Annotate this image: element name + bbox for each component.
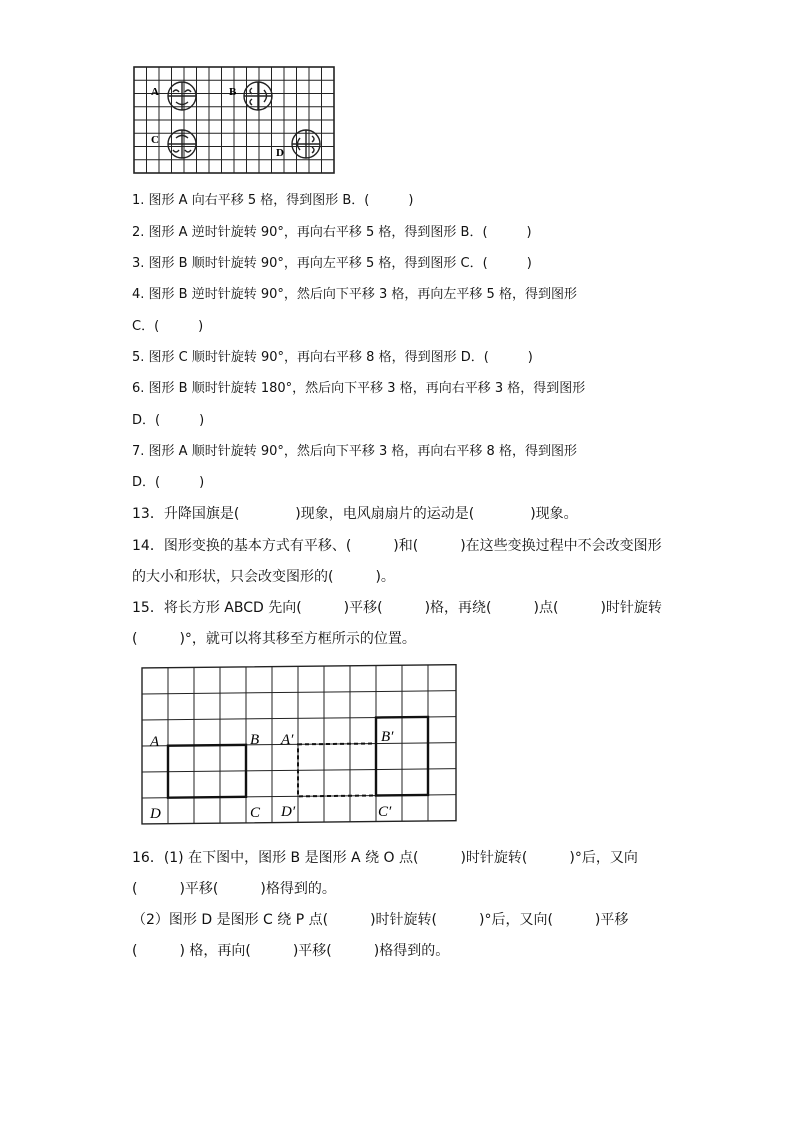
face-c-icon (168, 130, 196, 158)
label-a: A (151, 86, 159, 98)
question-16-1-cont: ( )平移( )格得到的。 (132, 881, 336, 897)
figure-rectangle-abcd (138, 664, 464, 830)
face-b-icon (244, 82, 272, 110)
point-b-prime: B′ (381, 729, 394, 745)
point-c-prime: C′ (378, 804, 392, 820)
question-14: 14．图形变换的基本方式有平移、( )和( )在这些变换过程中不会改变图形 (132, 538, 662, 554)
question-7-cont: D．( ) (132, 475, 205, 490)
face-d-icon (292, 130, 320, 158)
question-6-cont: D．( ) (132, 413, 205, 428)
face-a-icon (168, 82, 196, 110)
question-14-cont: 的大小和形状，只会改变图形的( )。 (132, 569, 395, 585)
question-6: 6. 图形 B 顺时针旋转 180°，然后向下平移 3 格，再向右平移 3 格，得到图形 (132, 381, 586, 396)
point-a-prime: A′ (281, 732, 294, 748)
question-15: 15．将长方形 ABCD 先向( )平移( )格，再绕( )点( )时针旋转 (132, 600, 662, 616)
point-a: A (150, 734, 160, 750)
question-4: 4. 图形 B 逆时针旋转 90°，然后向下平移 3 格，再向左平移 5 格，得到图形 (132, 287, 577, 302)
point-b: B (250, 732, 260, 748)
label-d: D (276, 147, 284, 159)
question-7: 7. 图形 A 顺时针旋转 90°，然后向下平移 3 格，再向右平移 8 格，得到图形 (132, 444, 577, 459)
question-1: 1. 图形 A 向右平移 5 格，得到图形 B．( ) (132, 193, 414, 208)
question-16-2: （2）图形 D 是图形 C 绕 P 点( )时针旋转( )°后，又向( )平移 (132, 912, 629, 928)
question-5: 5. 图形 C 顺时针旋转 90°，再向右平移 8 格，得到图形 D．( ) (132, 350, 533, 365)
point-d: D (150, 806, 161, 822)
label-c: C (151, 134, 159, 146)
question-15-cont: ( )°，就可以将其移至方框所示的位置。 (132, 631, 416, 647)
point-c: C (250, 805, 261, 821)
question-3: 3. 图形 B 顺时针旋转 90°，再向左平移 5 格，得到图形 C．( ) (132, 256, 532, 271)
question-16-1: 16．(1) 在下图中，图形 B 是图形 A 绕 O 点( )时针旋转( )°后，又向 (132, 850, 638, 866)
question-2: 2. 图形 A 逆时针旋转 90°，再向右平移 5 格，得到图形 B．( ) (132, 225, 532, 240)
label-b: B (229, 86, 237, 98)
question-16-2-cont: ( ) 格，再向( )平移( )格得到的。 (132, 943, 450, 959)
question-4-cont: C．( ) (132, 319, 204, 334)
figure-grid-abcd (130, 64, 340, 176)
question-13: 13．升降国旗是( )现象，电风扇扇片的运动是( )现象。 (132, 506, 578, 522)
point-d-prime: D′ (281, 804, 296, 820)
